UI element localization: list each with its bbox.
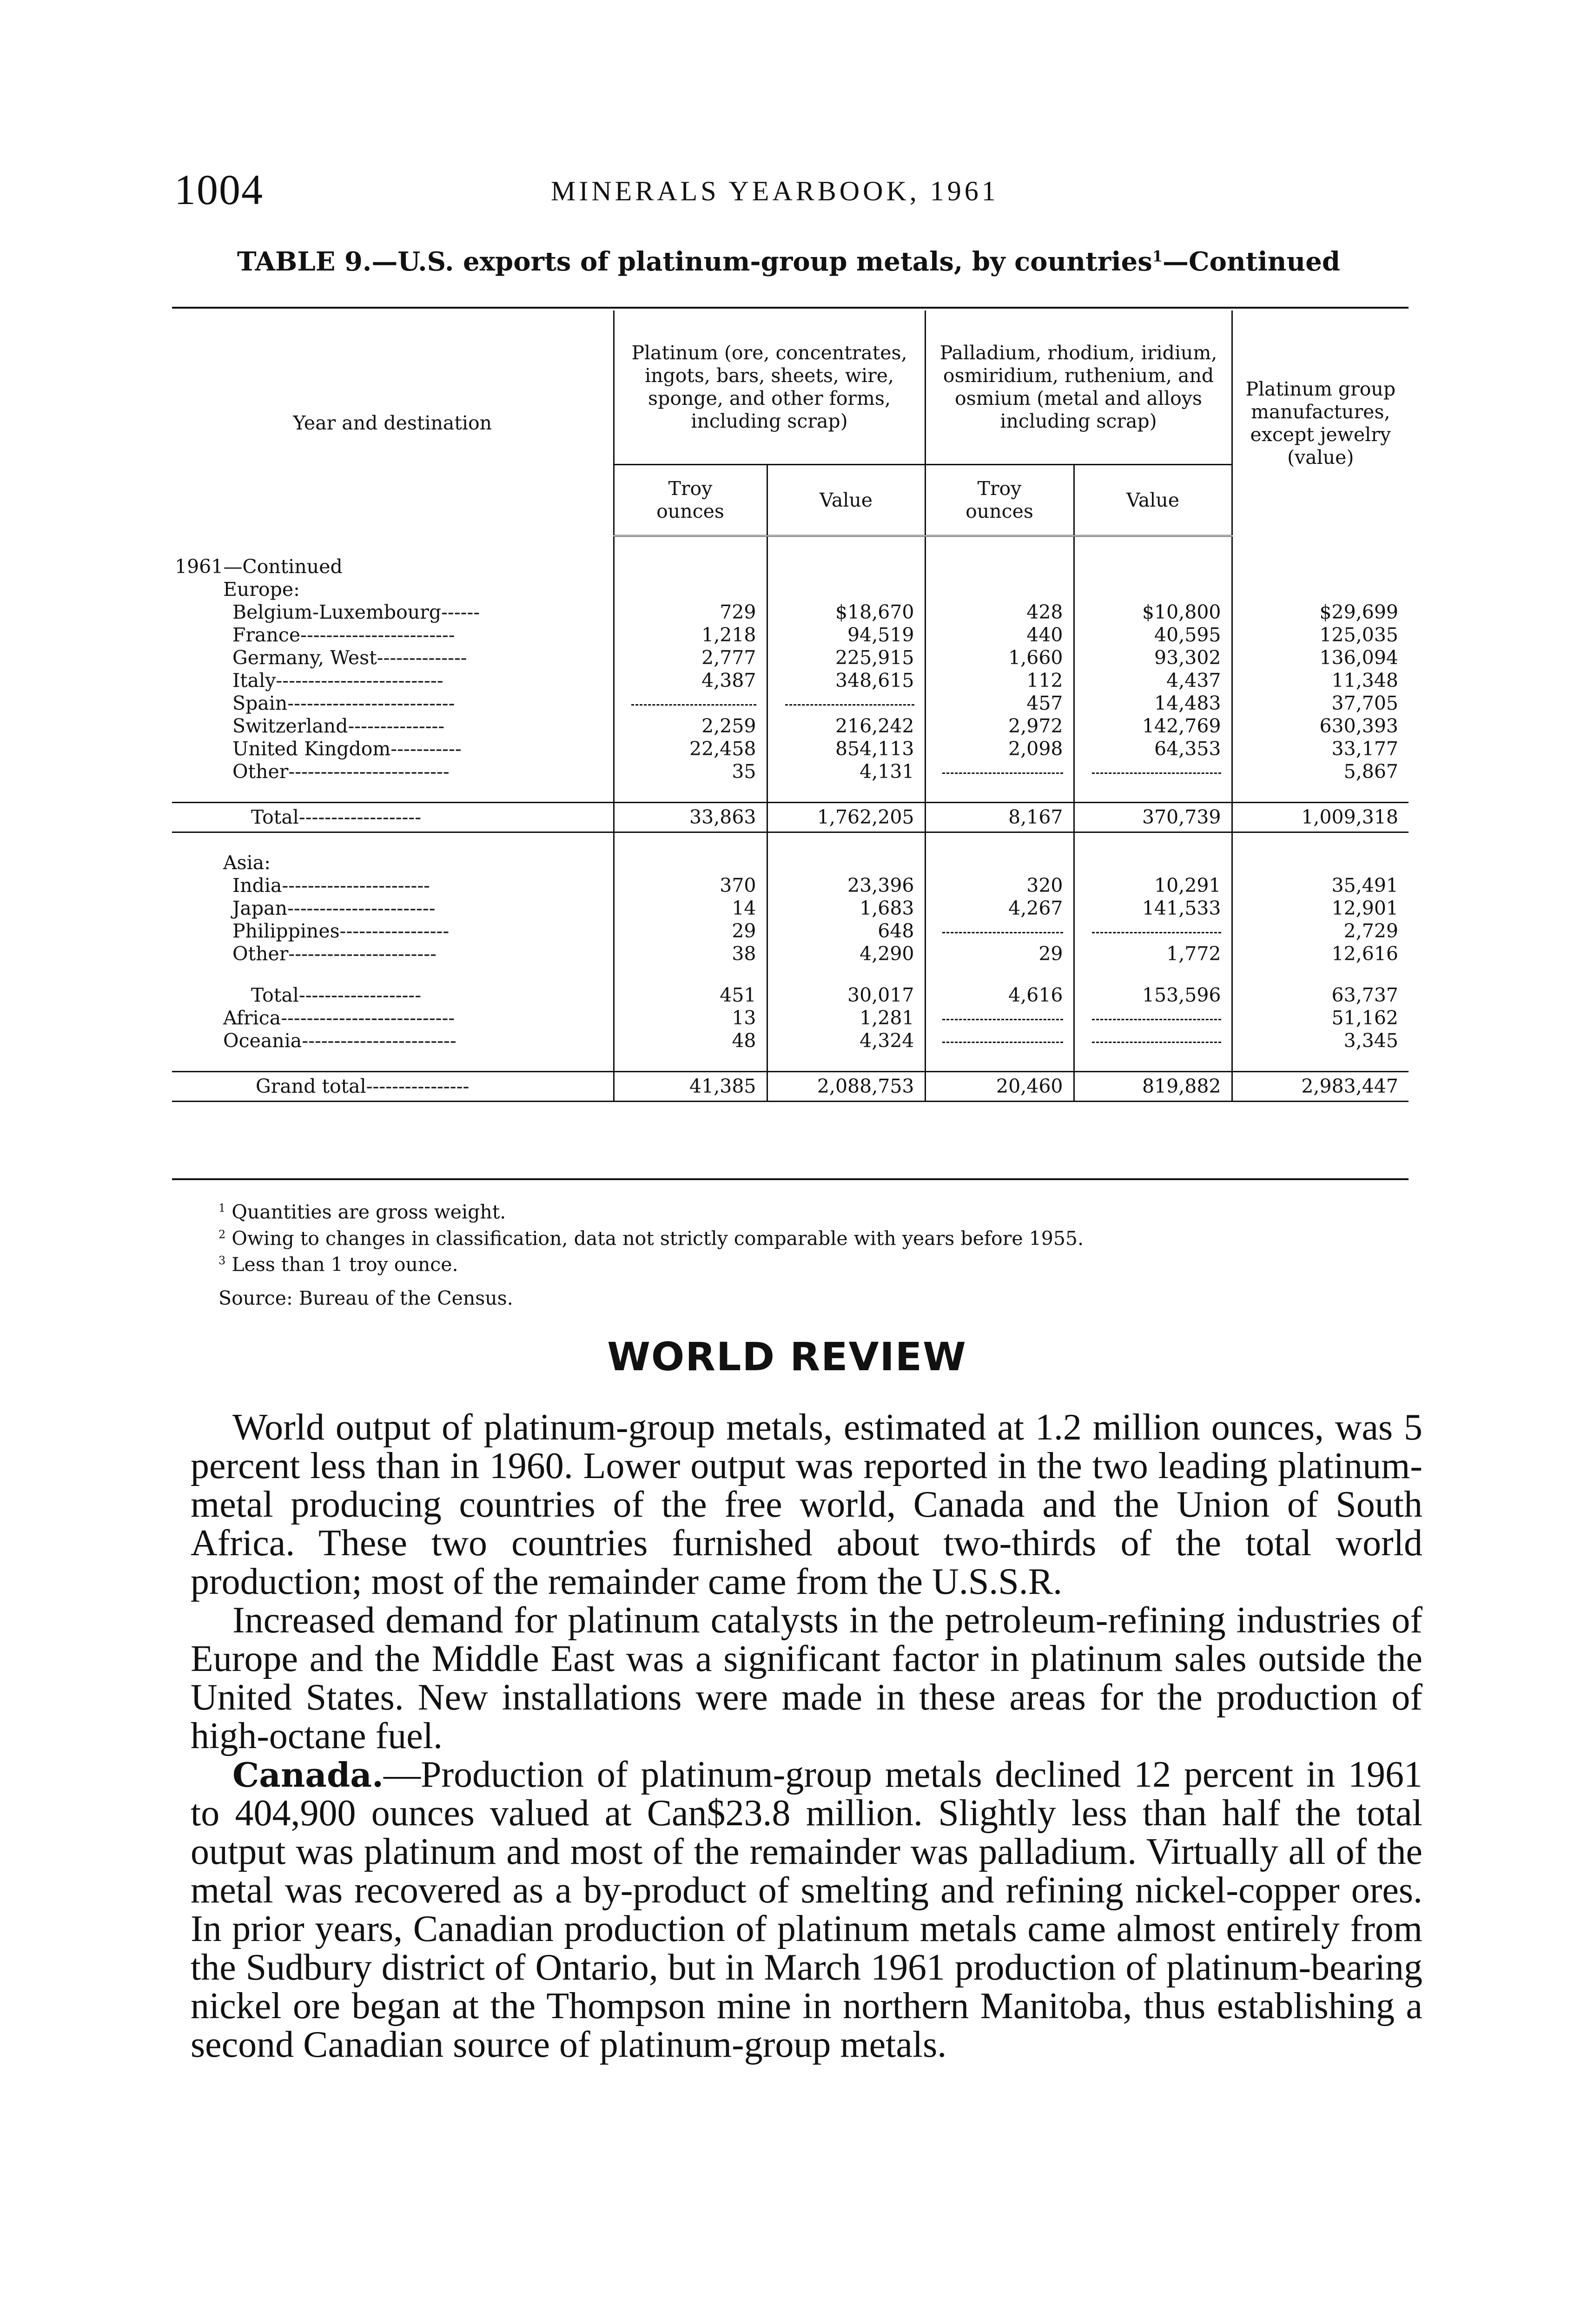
total-row: Total------------------- 451 30,017 4,616 153,596 63,737 xyxy=(172,984,1409,1007)
empty-cell xyxy=(1092,1042,1221,1043)
table-row: Spain-------------------------- 457 14,483 37,705 xyxy=(172,692,1409,715)
section-heading: WORLD REVIEW xyxy=(607,1334,967,1380)
empty-cell xyxy=(942,932,1063,933)
exports-table xyxy=(172,310,1409,1102)
paragraph: World output of platinum-group metals, estimated at 1.2 million ounces, was 5 percent less than in 1960. Lower output was reported in the two leading platinum-metal producing countries of the free world, Canada and the Union of South Africa. These two countries furnished about two-thirds of the total world production; most of the remainder came from the U.S.S.R. xyxy=(191,1407,1422,1602)
table-row: Germany, West-------------- 2,777 225,915 1,660 93,302 136,094 xyxy=(172,647,1409,669)
table-row: France------------------------ 1,218 94,519 440 40,595 125,035 xyxy=(172,624,1409,647)
paragraph: Canada.—Production of platinum-group metals declined 12 percent in 1961 to 404,900 ounces valued at Can$23.8 million. Slightly less than half the total output was platinum and most of the remainder was palladium. Virtually all of the metal was recovered as a by-product of smelting and refining nickel-copper ores. In prior years, Canadian production of platinum metals came almost entirely from the Sudbury district of Ontario, but in March 1961 production of platinum-bearing nickel ore began at the Thompson mine in northern Manitoba, thus establishing a second Canadian source of platinum-group metals. xyxy=(191,1754,1422,2065)
empty-cell xyxy=(785,704,914,706)
footnotes xyxy=(218,1197,1474,1309)
col-header-pt-oz: Troy ounces xyxy=(614,465,767,536)
col-header-pd-value: Value xyxy=(1074,465,1232,536)
body-text xyxy=(191,1408,1422,2064)
empty-cell xyxy=(631,704,756,706)
paragraph-lead: Canada. xyxy=(232,1755,384,1795)
empty-cell xyxy=(1092,932,1221,933)
source-note: Source: Bureau of the Census. xyxy=(218,1287,513,1309)
col-header-pt-value: Value xyxy=(767,465,925,536)
grand-total-row: Grand total---------------- 41,385 2,088,753 20,460 819,882 2,983,447 xyxy=(172,1072,1409,1102)
running-title: MINERALS YEARBOOK, 1961 xyxy=(551,176,999,206)
table-bottom-rule xyxy=(172,1178,1409,1180)
empty-cell xyxy=(942,772,1063,774)
col-header-manufactures: Platinum group manufactures, except jewelry (value) xyxy=(1232,310,1409,536)
table-row: Africa--------------------------- 13 1,281 51,162 xyxy=(172,1007,1409,1030)
table-row: United Kingdom----------- 22,458 854,113 2,098 64,353 33,177 xyxy=(172,738,1409,760)
col-header-palladium: Palladium, rhodium, iridium, osmiridium, ruthenium, and osmium (metal and alloys including scrap) xyxy=(925,310,1232,465)
table-top-rule xyxy=(172,307,1409,309)
footnote: $^2$ Owing to changes in classification, data not strictly comparable with years before 1955. xyxy=(218,1227,1084,1250)
table-row: Japan----------------------- 14 1,683 4,267 141,533 12,901 xyxy=(172,897,1409,920)
page-number: 1004 xyxy=(174,166,264,213)
empty-cell xyxy=(1092,1019,1221,1020)
table-row: Other----------------------- 38 4,290 29 1,772 12,616 xyxy=(172,943,1409,965)
title-footnote-mark: 1 xyxy=(1152,247,1163,265)
table-row: Switzerland--------------- 2,259 216,242 2,972 142,769 630,393 xyxy=(172,715,1409,738)
empty-cell xyxy=(942,1019,1063,1020)
col-header-platinum: Platinum (ore, concentrates, ingots, bars, sheets, wire, sponge, and other forms, including scrap) xyxy=(614,310,925,465)
col-header-destination: Year and destination xyxy=(293,412,492,434)
table-row: India----------------------- 370 23,396 320 10,291 35,491 xyxy=(172,874,1409,897)
total-row: Total------------------- 33,863 1,762,205 8,167 370,739 1,009,318 xyxy=(172,803,1409,832)
table-row: Italy-------------------------- 4,387 348,615 112 4,437 11,348 xyxy=(172,669,1409,692)
empty-cell xyxy=(942,1042,1063,1043)
paragraph: Increased demand for platinum catalysts in the petroleum-refining industries of Europe and the Middle East was a significant factor in platinum sales outside the United States. New installations were made in these areas for the production of high-octane fuel. xyxy=(191,1600,1422,1756)
footnote: $^1$ Quantities are gross weight. xyxy=(218,1201,506,1223)
table-row: Oceania------------------------ 48 4,324 3,345 xyxy=(172,1030,1409,1052)
col-header-pd-oz: Troy ounces xyxy=(925,465,1074,536)
table-row: Belgium-Luxembourg------ 729 $18,670 428 $10,800 $29,699 xyxy=(172,601,1409,624)
empty-cell xyxy=(1092,772,1221,774)
table-row: Other------------------------- 35 4,131 5,867 xyxy=(172,760,1409,783)
page-header xyxy=(174,165,1429,216)
table-title: TABLE 9.—U.S. exports of platinum-group metals, by countries$^1$—Continued xyxy=(237,246,1341,277)
footnote: $^3$ Less than 1 troy ounce. xyxy=(218,1253,458,1276)
table-row: Philippines----------------- 29 648 2,729 xyxy=(172,920,1409,943)
year-row: 1961—Continued xyxy=(172,555,1409,578)
region-row: Asia: xyxy=(172,852,1409,874)
region-row: Europe: xyxy=(172,578,1409,601)
